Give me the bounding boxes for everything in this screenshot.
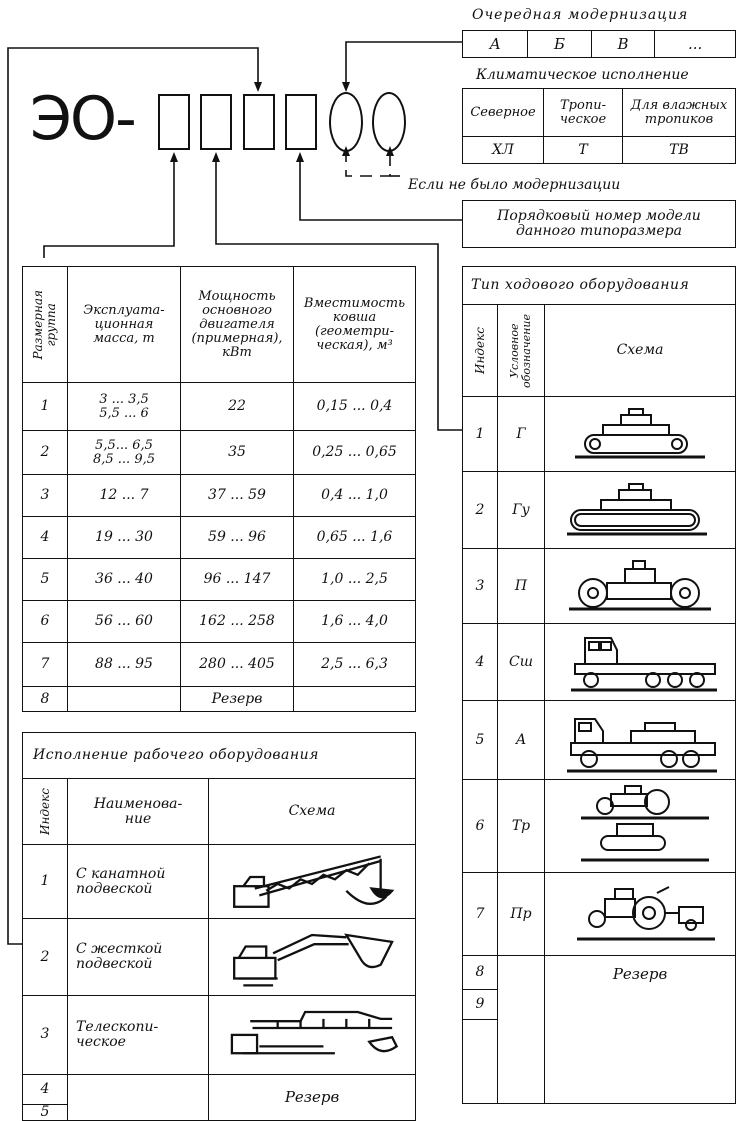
- size-bucket: 1,0 ... 2,5: [294, 559, 416, 601]
- undercarriage-index: 3: [463, 549, 498, 624]
- size-header-group: Размерная группа: [31, 289, 58, 360]
- undercarriage-code: Сш: [498, 624, 545, 701]
- undercarriage-code: А: [498, 701, 545, 780]
- climate-code: Т: [544, 137, 623, 164]
- size-header-bucket: Вместимость ковша (геометри- ческая), м³: [294, 267, 416, 383]
- climate-header: Тропи- ческое: [544, 89, 623, 137]
- code-slot-size-group: [158, 94, 190, 150]
- size-power: 280 ... 405: [181, 643, 294, 687]
- size-bucket: 1,6 ... 4,0: [294, 601, 416, 643]
- undercarriage-index: 6: [463, 780, 498, 873]
- climate-title: Климатическое исполнение: [476, 67, 689, 83]
- trailer-icon: [545, 873, 735, 955]
- no-modernization-note: Если не было модернизации: [408, 177, 621, 193]
- undercarriage-code: Гу: [498, 472, 545, 549]
- undercarriage-header-index: Индекс: [472, 327, 487, 374]
- size-power: 96 ... 147: [181, 559, 294, 601]
- undercarriage-index: 8: [463, 956, 498, 990]
- code-slot-work-equipment: [243, 94, 275, 150]
- modernization-cell: ...: [655, 31, 736, 58]
- crawler-icon: [545, 397, 735, 471]
- hydraulic-boom-icon: [209, 919, 415, 995]
- size-power: 37 ... 59: [181, 475, 294, 517]
- size-group: 1: [23, 383, 68, 431]
- modernization-cell: А: [463, 31, 528, 58]
- wide-crawler-icon: [545, 472, 735, 548]
- pneumatic-wheel-icon: [545, 549, 735, 623]
- work-equipment-table: [22, 732, 416, 1121]
- work-index: 1: [23, 845, 68, 919]
- work-name: С канатной подвеской: [68, 845, 209, 919]
- work-equipment-title: Исполнение рабочего оборудования: [23, 733, 416, 779]
- code-slot-climate: [372, 92, 406, 152]
- undercarriage-title: Тип ходового оборудования: [463, 267, 736, 305]
- work-index: 5: [23, 1104, 68, 1120]
- size-bucket: 0,4 ... 1,0: [294, 475, 416, 517]
- code-slot-undercarriage: [200, 94, 232, 150]
- size-group: 5: [23, 559, 68, 601]
- code-slot-modernization: [329, 92, 363, 152]
- code-slot-model-number: [285, 94, 317, 150]
- work-index: 3: [23, 995, 68, 1074]
- size-mass: 3 ... 3,5 5,5 ... 6: [68, 383, 181, 431]
- size-bucket: 2,5 ... 6,3: [294, 643, 416, 687]
- size-group: 4: [23, 517, 68, 559]
- undercarriage-index: 1: [463, 397, 498, 472]
- special-chassis-icon: [545, 624, 735, 700]
- climate-header: Северное: [463, 89, 544, 137]
- undercarriage-code: Пр: [498, 873, 545, 956]
- size-power: 162 ... 258: [181, 601, 294, 643]
- code-prefix: ЭО-: [30, 84, 135, 154]
- undercarriage-code: Тр: [498, 780, 545, 873]
- work-header-schema: Схема: [209, 779, 416, 845]
- climate-header: Для влажных тропиков: [623, 89, 736, 137]
- undercarriage-index: 7: [463, 873, 498, 956]
- undercarriage-code: П: [498, 549, 545, 624]
- undercarriage-index: 5: [463, 701, 498, 780]
- undercarriage-header-code: Условное обозначение: [508, 313, 533, 388]
- modernization-cell: Б: [528, 31, 591, 58]
- size-bucket: [294, 687, 416, 712]
- size-mass: 56 ... 60: [68, 601, 181, 643]
- size-group: 3: [23, 475, 68, 517]
- climate-table: [462, 88, 736, 164]
- modernization-table: [462, 30, 736, 58]
- undercarriage-header-schema: Схема: [545, 305, 736, 397]
- climate-code: ХЛ: [463, 137, 544, 164]
- size-power: 59 ... 96: [181, 517, 294, 559]
- size-mass: [68, 687, 181, 712]
- size-power: 22: [181, 383, 294, 431]
- size-mass: 36 ... 40: [68, 559, 181, 601]
- undercarriage-index: 4: [463, 624, 498, 701]
- size-header-power: Мощность основного двигателя (примерная), кВт: [181, 267, 294, 383]
- undercarriage-table: [462, 266, 736, 1104]
- work-reserve: Резерв: [209, 1074, 416, 1120]
- tractor-icon: [545, 780, 735, 872]
- modernization-title: Очередная модернизация: [472, 7, 689, 23]
- size-mass: 12 ... 7: [68, 475, 181, 517]
- size-group: 8: [23, 687, 68, 712]
- crane-rope-boom-icon: [209, 845, 415, 918]
- size-group-table: [22, 266, 416, 712]
- work-name: С жесткой подвеской: [68, 919, 209, 996]
- climate-code: ТВ: [623, 137, 736, 164]
- work-index: 2: [23, 919, 68, 996]
- size-mass: 19 ... 30: [68, 517, 181, 559]
- work-header-index: Индекс: [37, 788, 52, 835]
- telescopic-boom-icon: [209, 996, 415, 1074]
- model-number-note: Порядковый номер модели данного типоразмера: [462, 200, 736, 248]
- size-group: 6: [23, 601, 68, 643]
- size-bucket: 0,15 ... 0,4: [294, 383, 416, 431]
- undercarriage-code: Г: [498, 397, 545, 472]
- size-header-mass: Эксплуата- ционная масса, т: [68, 267, 181, 383]
- undercarriage-index: 9: [463, 990, 498, 1020]
- work-header-name: Наименова- ние: [68, 779, 209, 845]
- size-bucket: 0,65 ... 1,6: [294, 517, 416, 559]
- size-power: Резерв: [181, 687, 294, 712]
- size-group: 7: [23, 643, 68, 687]
- work-name: Телескопи- ческое: [68, 995, 209, 1074]
- truck-chassis-icon: [545, 701, 735, 779]
- size-mass: 5,5... 6,5 8,5 ... 9,5: [68, 431, 181, 475]
- undercarriage-reserve: Резерв: [545, 956, 736, 1104]
- size-power: 35: [181, 431, 294, 475]
- work-index: 4: [23, 1074, 68, 1104]
- undercarriage-index: 2: [463, 472, 498, 549]
- size-bucket: 0,25 ... 0,65: [294, 431, 416, 475]
- size-group: 2: [23, 431, 68, 475]
- size-mass: 88 ... 95: [68, 643, 181, 687]
- modernization-cell: В: [591, 31, 654, 58]
